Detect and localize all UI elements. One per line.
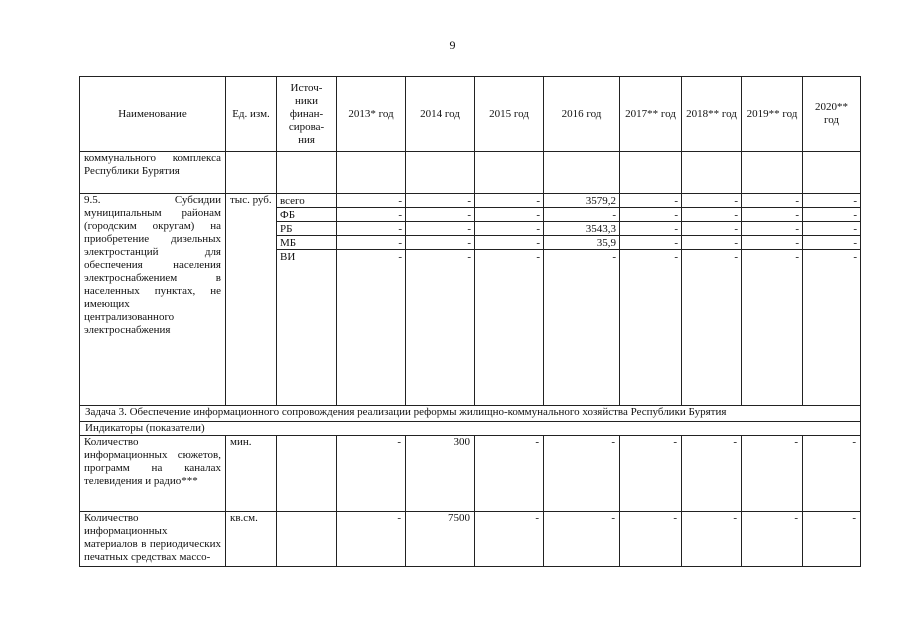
year-values-cell [803, 194, 861, 406]
task-3-title: Задача 3. Обеспечение информационного сопровождения реализации реформы жилищно-коммунального хозяйства Республики Бурятия [80, 406, 861, 422]
col-header-year: 2017** год [620, 77, 682, 152]
year-values-cell [620, 194, 682, 406]
value-cell: 35,9 [544, 236, 619, 250]
source-label: ФБ [277, 208, 336, 222]
indicator-name: Количество информационных сюжетов, программ на каналах телевидения и радио*** [80, 436, 226, 512]
value-cell: - [674, 251, 678, 263]
value-cell: - [803, 208, 860, 222]
indicator-value: - [620, 436, 682, 512]
indicator-value: - [544, 512, 620, 567]
col-header-unit: Ед. изм. [226, 77, 277, 152]
value-cell: - [742, 236, 802, 250]
indicator-value: - [682, 512, 742, 567]
source-label: ВИ [280, 251, 296, 263]
indicator-value: - [682, 436, 742, 512]
value-cell: - [620, 236, 681, 250]
col-header-year: 2016 год [544, 77, 620, 152]
value-cell: - [620, 194, 681, 208]
value-cell: - [475, 208, 543, 222]
value-cell: - [742, 222, 802, 236]
value-cell: - [475, 194, 543, 208]
indicator-row [80, 436, 861, 512]
col-header-year: 2019** год [742, 77, 803, 152]
continuation-text: коммунального комплекса Республики Бурятия [80, 152, 226, 194]
value-cell: - [475, 236, 543, 250]
value-cell: - [398, 251, 402, 263]
item-9-5-unit: тыс. руб. [226, 194, 277, 406]
indicator-value: - [620, 512, 682, 567]
source-label: всего [277, 194, 336, 208]
col-header-source: Источ-ники финан-сирова-ния [277, 77, 337, 152]
value-cell: - [337, 236, 405, 250]
value-cell: - [612, 251, 616, 263]
value-cell: - [337, 208, 405, 222]
value-cell: 3543,3 [544, 222, 619, 236]
indicators-row [80, 422, 861, 436]
source-list [277, 194, 337, 406]
value-cell: - [467, 251, 471, 263]
value-cell: - [406, 222, 474, 236]
item-9-5-name: 9.5. Субсидии муниципальным районам (городским округам) на приобретение дизельных электростанций для обеспечения населения электроснабжением в населенных пунктах, не имеющих централизованного электроснабжения [80, 194, 226, 406]
value-cell: - [742, 194, 802, 208]
page-number: 9 [449, 38, 456, 52]
value-cell: - [620, 208, 681, 222]
value-cell: - [742, 208, 802, 222]
value-cell: - [406, 208, 474, 222]
value-cell: - [803, 194, 860, 208]
continuation-row [80, 152, 861, 194]
indicator-value: - [337, 512, 406, 567]
indicator-value: 7500 [406, 512, 475, 567]
program-table [79, 76, 861, 567]
value-cell: - [682, 194, 741, 208]
value-cell: - [406, 194, 474, 208]
indicator-source [277, 436, 337, 512]
indicator-value: 300 [406, 436, 475, 512]
source-label: РБ [277, 222, 336, 236]
value-cell: - [803, 222, 860, 236]
indicator-value: - [742, 436, 803, 512]
value-cell: - [682, 208, 741, 222]
value-cell: - [544, 208, 619, 222]
task-3-row [80, 406, 861, 422]
indicator-unit: кв.см. [226, 512, 277, 567]
value-cell: - [803, 236, 860, 250]
year-values-cell [475, 194, 544, 406]
indicator-value: - [544, 436, 620, 512]
indicators-label: Индикаторы (показатели) [80, 422, 861, 436]
value-cell: - [682, 236, 741, 250]
value-cell: - [795, 251, 799, 263]
year-values-cell [337, 194, 406, 406]
header-row [80, 77, 861, 152]
value-cell: - [406, 236, 474, 250]
indicator-value: - [475, 436, 544, 512]
year-values-cell [406, 194, 475, 406]
year-values-cell [742, 194, 803, 406]
indicator-value: - [742, 512, 803, 567]
col-header-year: 2013* год [337, 77, 406, 152]
indicator-unit: мин. [226, 436, 277, 512]
indicator-value: - [803, 436, 861, 512]
col-header-name: Наименование [80, 77, 226, 152]
value-cell: - [682, 222, 741, 236]
indicator-value: - [337, 436, 406, 512]
indicator-value: - [475, 512, 544, 567]
indicator-row [80, 512, 861, 567]
year-values-cell [544, 194, 620, 406]
indicator-name: Количество информационных материалов в периодических печатных средствах массо- [80, 512, 226, 567]
value-cell: 3579,2 [544, 194, 619, 208]
col-header-year: 2020** год [803, 77, 861, 152]
indicator-value: - [803, 512, 861, 567]
indicator-source [277, 512, 337, 567]
value-cell: - [536, 251, 540, 263]
item-9-5-row [80, 194, 861, 406]
source-label: МБ [277, 236, 336, 250]
col-header-year: 2015 год [475, 77, 544, 152]
value-cell: - [475, 222, 543, 236]
value-cell: - [620, 222, 681, 236]
col-header-year: 2018** год [682, 77, 742, 152]
year-values-cell [682, 194, 742, 406]
value-cell: - [337, 194, 405, 208]
value-cell: - [337, 222, 405, 236]
value-cell: - [734, 251, 738, 263]
col-header-year: 2014 год [406, 77, 475, 152]
value-cell: - [853, 251, 857, 263]
